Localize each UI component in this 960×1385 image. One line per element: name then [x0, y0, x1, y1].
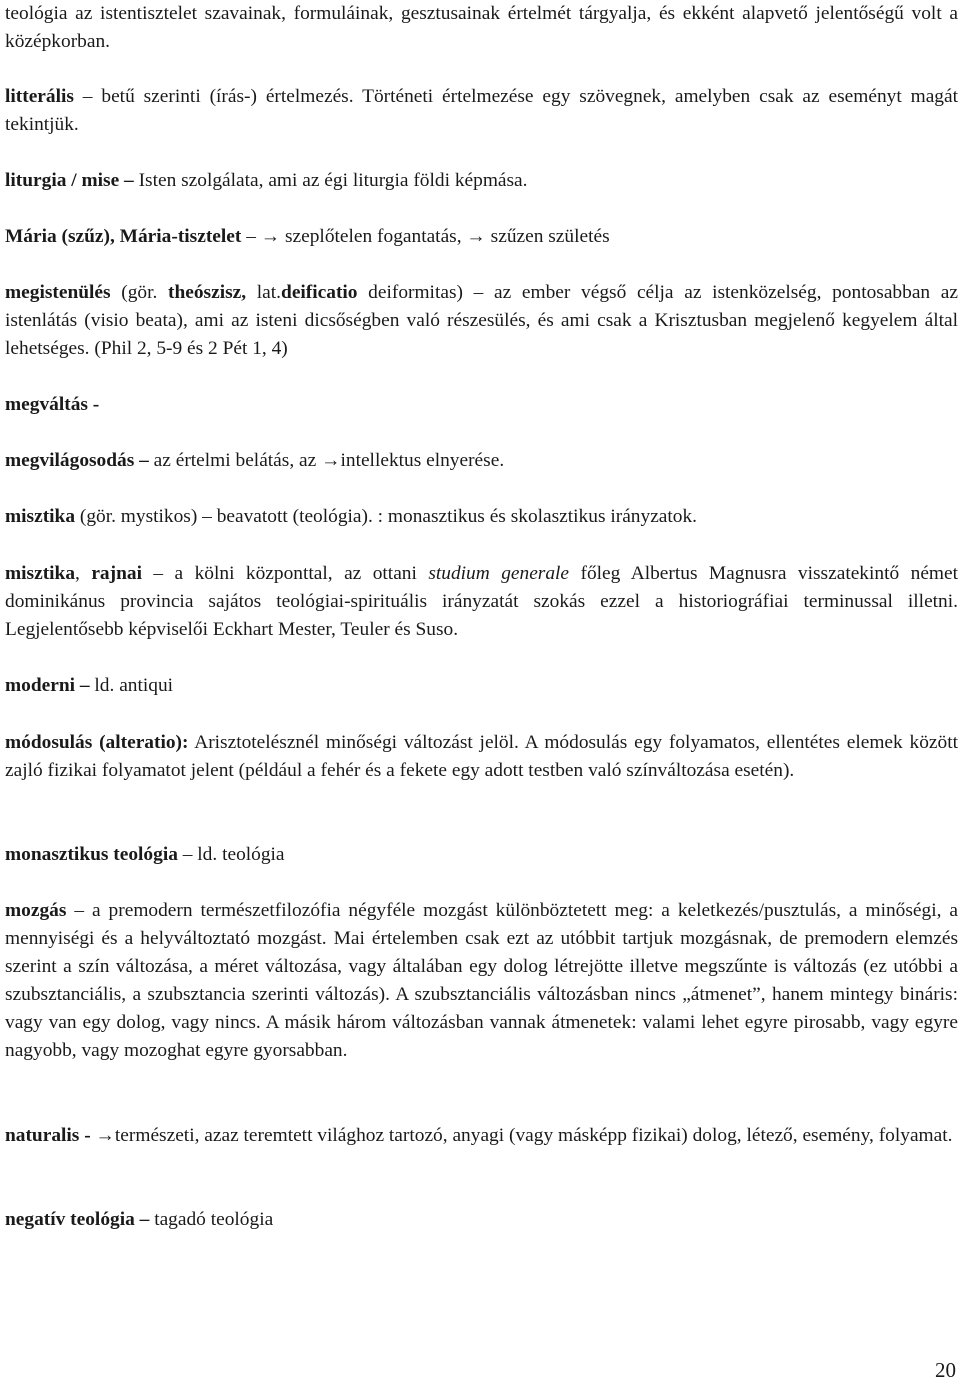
entry-term: Mária (szűz), Mária-tisztelet — [5, 226, 242, 247]
entry-misztika-rajnai — [5, 560, 958, 644]
entry-teologia-continued — [5, 0, 958, 56]
page-number: 20 — [935, 1358, 956, 1382]
right-arrow-icon: → — [321, 450, 341, 471]
entry-term: módosulás (alteratio): — [5, 732, 189, 753]
right-arrow-icon: → — [466, 226, 486, 247]
entry-separator: , — [75, 563, 92, 584]
entry-term: moderni – — [5, 675, 90, 696]
entry-modosulas — [5, 729, 958, 785]
entry-moderni — [5, 672, 958, 700]
entry-term: theószisz, — [168, 282, 247, 303]
entry-text: – a kölni központtal, az ottani — [141, 563, 429, 584]
entry-term: megvilágosodás – — [5, 450, 149, 471]
entry-text: az értelmi belátás, az — [148, 450, 322, 471]
entry-dash: – — [73, 86, 102, 107]
entry-text: teológia az istentisztelet szavainak, formuláinak, gesztusainak értelmét tárgyalja, és ekként alapvető jelentőségű volt a középkorban. — [5, 3, 958, 52]
entry-term: monasztikus teológia — [5, 844, 178, 865]
entry-text: Arisztotelésznél minőségi változást jelöl. A módosulás egy folyamatos, ellentétes elemek között zajló fizikai folyamatot jelent (például a fehér és a fekete egy adott testben való színváltozása esetén). — [5, 732, 959, 781]
entry-litteralis — [5, 83, 958, 139]
entry-negativ-teologia — [5, 1206, 958, 1234]
entry-megvilagosodas — [5, 447, 958, 475]
entry-term: litterális — [5, 86, 74, 107]
entry-mozgas — [5, 897, 958, 1065]
entry-term: misztika — [5, 563, 76, 584]
entry-misztika — [5, 503, 958, 531]
entry-term: deificatio — [281, 282, 358, 303]
entry-text: (gör. — [110, 282, 169, 303]
entry-dash: – — [241, 226, 261, 247]
entry-text: (gör. mystikos) – beavatott (teológia). : monasztikus és skolasztikus irányzatok. — [75, 506, 698, 527]
entry-text: lat. — [246, 282, 282, 303]
entry-text: ld. antiqui — [89, 675, 174, 696]
entry-term: megistenülés — [5, 282, 111, 303]
entry-term: naturalis - — [5, 1125, 91, 1146]
entry-text: deiformitas) – az ember végső célja az istenközelség, pontosabban az istenlátás (visio beata), ami az isteni dicsőségben való részesülés, és ami csak a Krisztusban megjelenő kegyelem által lehetséges. (Phil 2, 5-9 és 2 Pét 1, 4) — [5, 282, 959, 359]
entry-monasztikus — [5, 841, 958, 869]
entry-text: betű szerinti (írás-) értelmezés. Történeti értelmezése egy szövegnek, amelyben csak az eseményt magát tekintjük. — [5, 86, 958, 135]
entry-term: megváltás - — [5, 394, 100, 415]
entry-text: szeplőtelen fogantatás, — [280, 226, 467, 247]
entry-text: szűzen születés — [485, 226, 610, 247]
entry-term: mozgás — [5, 900, 67, 921]
entry-term: misztika — [5, 506, 76, 527]
entry-text: főleg Albertus Magnusra visszatekintő német dominikánus provincia sajátos teológiai-spirituális irányzatát szokás ezzel a historiográfiai terminussal illetni. Legjelentősebb képviselői Eckhart Mester, Teuler és Suso. — [5, 563, 958, 640]
entry-liturgia — [5, 167, 958, 195]
entry-text: tagadó teológia — [149, 1209, 274, 1230]
entry-term: rajnai — [91, 563, 142, 584]
entry-text: természeti, azaz teremtett világhoz tartozó, anyagi (vagy másképp fizikai) dolog, létező, esemény, folyamat. — [114, 1125, 953, 1146]
entry-term: negatív teológia – — [5, 1209, 150, 1230]
entry-italic-term: studium generale — [428, 563, 570, 584]
entry-text: Isten szolgálata, ami az égi liturgia földi képmása. — [133, 170, 528, 191]
entry-megvaltas — [5, 391, 958, 419]
entry-text: – a premodern természetfilozófia négyféle mozgást különböztetett meg: a keletkezés/pusztulás, a minőségi, a mennyiségi és a helyváltoztató mozgást. Mai értelemben csak ezt az utóbbit tartjuk mozgásnak, de premodern elemzés szerint a szín változása, a méret változása, vagy általában egy dolog létrejötte illetve megszűnte is változás (ez utóbbi a szubsztanciális, a szubsztancia szerinti változás). A szubsztanciális változásban nincs „átmenet”, hanem mintegy bináris: vagy van egy dolog, vagy nincs. A másik három változásban vannak átmenetek: valami lehet egyre pirosabb, vagy egyre nagyobb, vagy mozoghat egyre gyorsabban. — [5, 900, 958, 1061]
right-arrow-icon: → — [260, 226, 281, 247]
right-arrow-icon: → — [90, 1125, 115, 1146]
entry-text: – ld. teológia — [177, 844, 285, 865]
entry-term: liturgia / mise – — [5, 170, 134, 191]
entry-megistenules — [5, 279, 958, 363]
entry-text: intellektus elnyerése. — [340, 450, 505, 471]
entry-naturalis — [5, 1122, 958, 1150]
entry-maria — [5, 223, 958, 251]
